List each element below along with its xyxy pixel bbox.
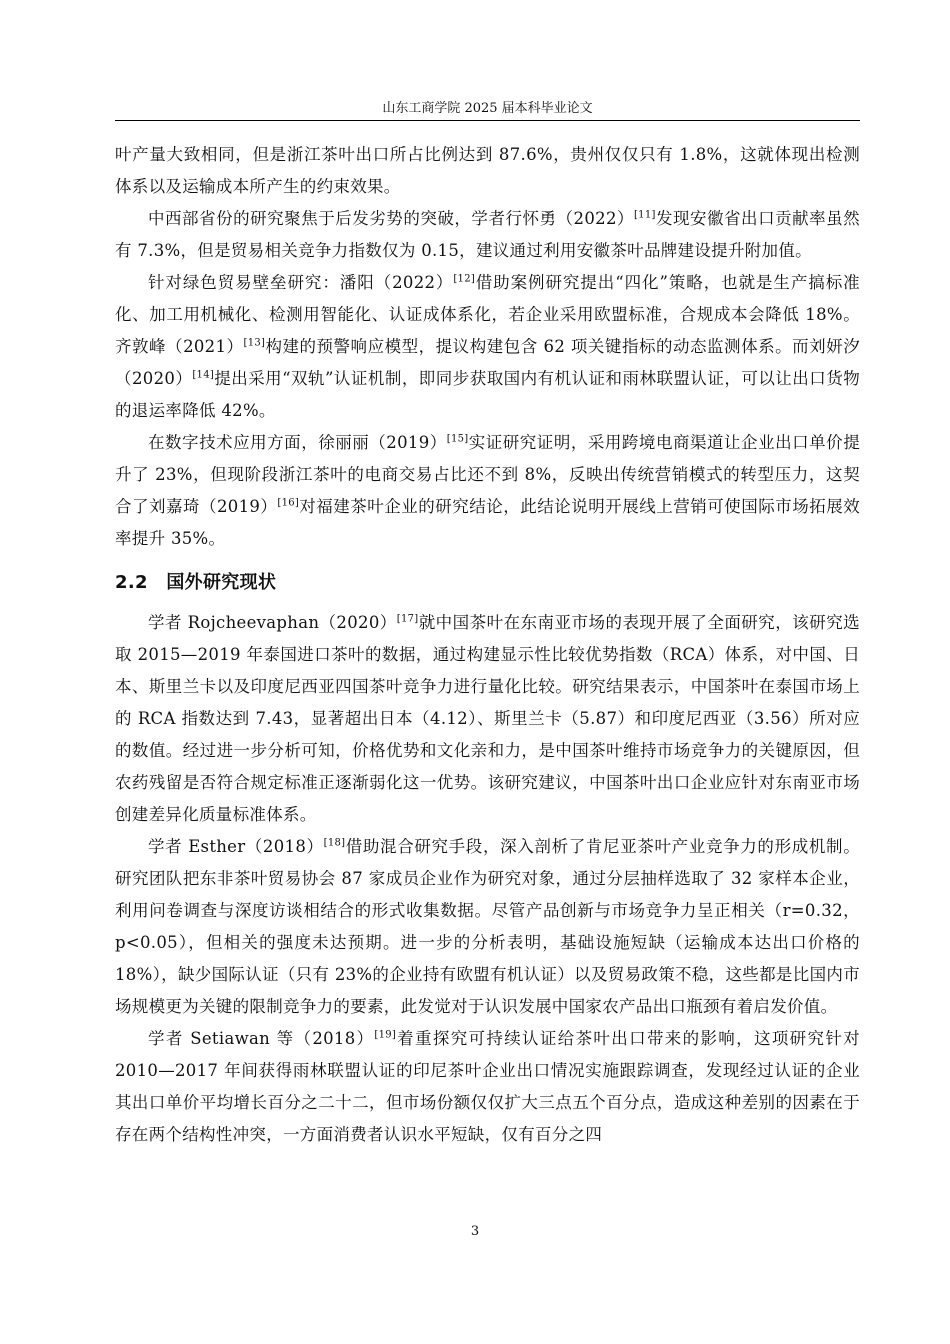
citation-reference: [18] (323, 837, 346, 849)
page-number: 3 (470, 1224, 480, 1239)
section-number: 2.2 (115, 572, 148, 593)
citation-reference: [12] (453, 273, 476, 285)
citation-reference: [13] (243, 337, 266, 349)
paragraph-text: 在数字技术应用方面，徐丽丽（2019） (148, 433, 447, 452)
paragraph-text: 学者 Setiawan 等（2018） (148, 1029, 375, 1048)
citation-reference: [17] (396, 613, 419, 625)
paragraphs-after-section (115, 607, 860, 1151)
paragraph-text: 实证研究证明，采用跨境电商渠道让企业出口单价提升了 23%，但现阶段浙江茶叶的电商交易占比还不到 8%，反映出传统营销模式的转型压力，这契合了刘嘉琦（2019） (115, 433, 860, 516)
citation-reference: [14] (192, 369, 215, 381)
paragraph-text: 对福建茶叶企业的研究结论，此结论说明开展线上营销可使国际市场拓展效率提升 35%。 (115, 497, 860, 548)
paragraph (115, 139, 860, 203)
header-divider (115, 120, 860, 121)
paragraph-text: 构建的预警响应模型，提议构建包含 62 项关键指标的动态监测体系。而刘妍汐（2020） (115, 337, 860, 388)
paragraph (115, 1023, 860, 1151)
paragraph-text: 针对绿色贸易壁垒研究：潘阳（2022） (148, 273, 454, 292)
paragraph-text: 就中国茶叶在东南亚市场的表现开展了全面研究，该研究选取 2015—2019 年泰国进口茶叶的数据，通过构建显示性比较优势指数（RCA）体系，对中国、日本、斯里兰卡以及印度尼西亚四国茶叶竞争力进行量化比较。研究结果表示，中国茶叶在泰国市场上的 RCA 指数达到 7.43，显著超出日本（4.12）、斯里兰卡（5.87）和印度尼西亚（3.56）所对应的数值。经过进一步分析可知，价格优势和文化亲和力，是中国茶叶维持市场竞争力的关键原因，但农药残留是否符合规定标准正逐渐弱化这一优势。该研究建议，中国茶叶出口企业应针对东南亚市场创建差异化质量标准体系。 (115, 613, 860, 824)
paragraph-text: 学者 Esther（2018） (148, 837, 324, 856)
section-title: 国外研究现状 (166, 572, 277, 593)
paragraph-text: 借助案例研究提出“四化”策略，也就是生产搞标准化、加工用机械化、检测用智能化、认证成体系化，若企业采用欧盟标准，合规成本会降低 18%。齐敦峰（2021） (115, 273, 860, 356)
page-header: 山东工商学院 2025 届本科毕业论文 (382, 101, 593, 116)
paragraph-text: 学者 Rojcheevaphan（2020） (148, 613, 397, 632)
paragraph (115, 831, 860, 1023)
citation-reference: [19] (374, 1029, 397, 1041)
paragraph-text: 提出采用“双轨”认证机制，即同步获取国内有机认证和雨林联盟认证，可以让出口货物的退运率降低 42%。 (115, 369, 860, 420)
paragraphs-before-section (115, 139, 860, 555)
paragraph-text: 借助混合研究手段，深入剖析了肯尼亚茶叶产业竞争力的形成机制。研究团队把东非茶叶贸易协会 87 家成员企业作为研究对象，通过分层抽样选取了 32 家样本企业，利用问卷调查与深度访谈相结合的形式收集数据。尽管产品创新与市场竞争力呈正相关（r=0.32，p<0.05），但相关的强度未达预期。进一步的分析表明，基础设施短缺（运输成本达出口价格的 18%），缺少国际认证（只有 23%的企业持有欧盟有机认证）以及贸易政策不稳，这些都是比国内市场规模更为关键的限制竞争力的要素，此发觉对于认识发展中国家农产品出口瓶颈有着启发价值。 (115, 837, 860, 1016)
citation-reference: [15] (446, 433, 469, 445)
citation-reference: [16] (277, 497, 300, 509)
paragraph-text: 着重探究可持续认证给茶叶出口带来的影响，这项研究针对 2010—2017 年间获得雨林联盟认证的印尼茶叶企业出口情况实施跟踪调查，发现经过认证的企业其出口单价平均增长百分之二十二，但市场份额仅仅扩大三点五个百分点，造成这种差别的因素在于存在两个结构性冲突，一方面消费者认识水平短缺，仅有百分之四 (115, 1029, 860, 1144)
paragraph (115, 607, 860, 831)
document-body (115, 139, 860, 1151)
section-heading (115, 565, 860, 601)
paragraph-text: 中西部省份的研究聚焦于后发劣势的突破，学者行怀勇（2022） (148, 209, 634, 228)
paragraph (115, 427, 860, 555)
paragraph (115, 267, 860, 427)
paragraph-text: 发现安徽省出口贡献率虽然有 7.3%，但是贸易相关竞争力指数仅为 0.15，建议通过利用安徽茶叶品牌建设提升附加值。 (115, 209, 860, 260)
citation-reference: [11] (633, 209, 656, 221)
paragraph (115, 203, 860, 267)
paragraph-text: 叶产量大致相同，但是浙江茶叶出口所占比例达到 87.6%，贵州仅仅只有 1.8%，这就体现出检测体系以及运输成本所产生的约束效果。 (115, 145, 860, 196)
